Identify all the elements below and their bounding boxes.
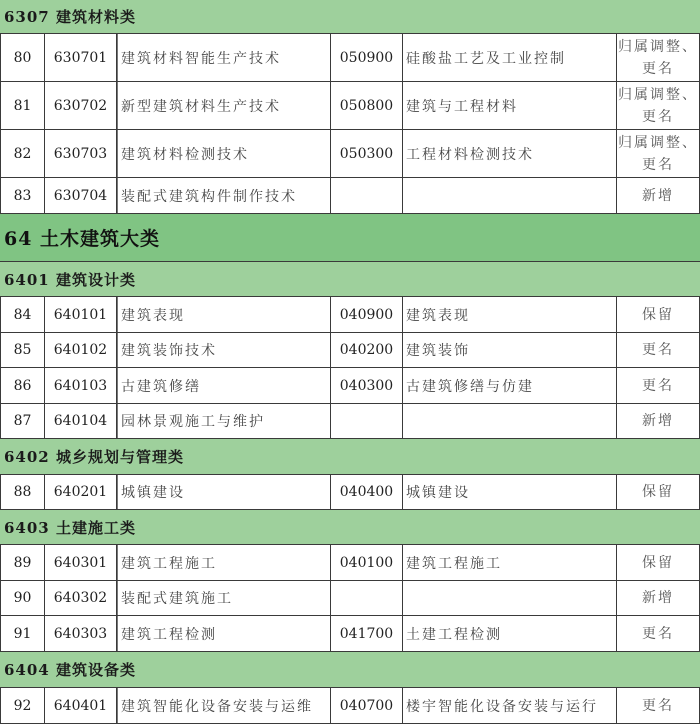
old-major-name: 土建工程检测 bbox=[403, 616, 617, 651]
old-major-name: 建筑表现 bbox=[403, 297, 617, 332]
major-code: 640301 bbox=[45, 545, 117, 580]
category-title: 6307 建筑材料类 bbox=[4, 8, 136, 26]
table-row bbox=[0, 404, 700, 439]
change-status bbox=[617, 333, 700, 367]
row-number: 85 bbox=[0, 333, 45, 367]
category-title: 6404 建筑设备类 bbox=[4, 661, 136, 679]
table-row bbox=[0, 368, 700, 404]
major-name: 建筑工程检测 bbox=[117, 616, 331, 651]
table-row bbox=[0, 545, 700, 581]
table-row bbox=[0, 34, 700, 82]
change-status bbox=[617, 34, 700, 81]
category-header bbox=[0, 439, 700, 475]
change-status bbox=[617, 404, 700, 438]
category-title: 6403 土建施工类 bbox=[4, 518, 136, 537]
change-status-text: 新增 bbox=[642, 187, 674, 204]
old-major-code: 040900 bbox=[331, 297, 403, 332]
old-major-code: 041700 bbox=[331, 616, 403, 651]
row-number: 92 bbox=[0, 688, 45, 723]
old-major-code: 040100 bbox=[331, 545, 403, 580]
table-row bbox=[0, 82, 700, 130]
major-code: 630703 bbox=[45, 130, 117, 177]
change-status-text: 保留 bbox=[642, 484, 674, 500]
table-row bbox=[0, 688, 700, 724]
old-major-name: 建筑与工程材料 bbox=[403, 82, 617, 129]
change-status-text: 更名 bbox=[642, 697, 674, 714]
major-code: 640302 bbox=[45, 581, 117, 615]
major-name: 建筑装饰技术 bbox=[117, 333, 331, 367]
table-row bbox=[0, 475, 700, 510]
row-number: 88 bbox=[0, 475, 45, 509]
category-header bbox=[0, 510, 700, 545]
major-name: 建筑表现 bbox=[117, 297, 331, 332]
old-major-code: 050900 bbox=[331, 34, 403, 81]
change-status bbox=[617, 178, 700, 213]
change-status bbox=[617, 297, 700, 332]
category-title: 6401 建筑设计类 bbox=[4, 270, 136, 289]
old-major-code: 040700 bbox=[331, 688, 403, 723]
old-major-code bbox=[331, 404, 403, 438]
major-name: 园林景观施工与维护 bbox=[117, 404, 331, 438]
row-number: 84 bbox=[0, 297, 45, 332]
major-code: 630704 bbox=[45, 178, 117, 213]
major-name: 建筑工程施工 bbox=[117, 545, 331, 580]
old-major-name bbox=[403, 178, 617, 213]
old-major-name: 工程材料检测技术 bbox=[403, 130, 617, 177]
category-title: 64 土木建筑大类 bbox=[4, 228, 161, 250]
table-row bbox=[0, 333, 700, 368]
category-header bbox=[0, 652, 700, 688]
major-name: 城镇建设 bbox=[117, 475, 331, 509]
change-status bbox=[617, 130, 700, 177]
major-code: 640104 bbox=[45, 404, 117, 438]
change-status-text: 归属调整、更名 bbox=[618, 38, 698, 77]
change-status bbox=[617, 688, 700, 723]
major-category-header bbox=[0, 214, 700, 262]
old-major-name bbox=[403, 404, 617, 438]
change-status-text: 更名 bbox=[642, 625, 674, 642]
major-code: 630702 bbox=[45, 82, 117, 129]
old-major-name bbox=[403, 581, 617, 615]
old-major-name: 硅酸盐工艺及工业控制 bbox=[403, 34, 617, 81]
row-number: 86 bbox=[0, 368, 45, 403]
change-status bbox=[617, 368, 700, 403]
old-major-name: 城镇建设 bbox=[403, 475, 617, 509]
table-row bbox=[0, 130, 700, 178]
change-status bbox=[617, 581, 700, 615]
change-status-text: 归属调整、更名 bbox=[618, 134, 698, 173]
row-number: 80 bbox=[0, 34, 45, 81]
change-status-text: 保留 bbox=[642, 554, 674, 571]
row-number: 83 bbox=[0, 178, 45, 213]
table-row bbox=[0, 297, 700, 333]
major-name: 装配式建筑构件制作技术 bbox=[117, 178, 331, 213]
major-code: 640101 bbox=[45, 297, 117, 332]
old-major-code: 040400 bbox=[331, 475, 403, 509]
change-status-text: 更名 bbox=[642, 377, 674, 394]
major-name: 建筑材料检测技术 bbox=[117, 130, 331, 177]
old-major-code: 050800 bbox=[331, 82, 403, 129]
old-major-name: 建筑工程施工 bbox=[403, 545, 617, 580]
row-number: 81 bbox=[0, 82, 45, 129]
old-major-code: 040300 bbox=[331, 368, 403, 403]
major-name: 建筑智能化设备安装与运维 bbox=[117, 688, 331, 723]
change-status bbox=[617, 475, 700, 509]
category-header bbox=[0, 0, 700, 34]
major-code: 640201 bbox=[45, 475, 117, 509]
row-number: 89 bbox=[0, 545, 45, 580]
row-number: 90 bbox=[0, 581, 45, 615]
major-code: 630701 bbox=[45, 34, 117, 81]
change-status bbox=[617, 82, 700, 129]
major-name: 古建筑修缮 bbox=[117, 368, 331, 403]
major-code: 640303 bbox=[45, 616, 117, 651]
row-number: 91 bbox=[0, 616, 45, 651]
change-status-text: 保留 bbox=[642, 306, 674, 323]
change-status-text: 更名 bbox=[642, 342, 674, 358]
old-major-name: 楼宇智能化设备安装与运行 bbox=[403, 688, 617, 723]
change-status-text: 新增 bbox=[642, 590, 674, 606]
major-code: 640102 bbox=[45, 333, 117, 367]
major-name: 建筑材料智能生产技术 bbox=[117, 34, 331, 81]
row-number: 87 bbox=[0, 404, 45, 438]
old-major-code: 050300 bbox=[331, 130, 403, 177]
category-header bbox=[0, 262, 700, 297]
category-title: 6402 城乡规划与管理类 bbox=[4, 448, 184, 466]
old-major-code: 040200 bbox=[331, 333, 403, 367]
major-name: 装配式建筑施工 bbox=[117, 581, 331, 615]
table-row bbox=[0, 178, 700, 214]
old-major-code bbox=[331, 581, 403, 615]
change-status-text: 归属调整、更名 bbox=[618, 86, 698, 125]
table-row bbox=[0, 581, 700, 616]
old-major-name: 建筑装饰 bbox=[403, 333, 617, 367]
old-major-name: 古建筑修缮与仿建 bbox=[403, 368, 617, 403]
row-number: 82 bbox=[0, 130, 45, 177]
change-status-text: 新增 bbox=[642, 413, 674, 429]
major-name: 新型建筑材料生产技术 bbox=[117, 82, 331, 129]
old-major-code bbox=[331, 178, 403, 213]
major-code: 640103 bbox=[45, 368, 117, 403]
major-code: 640401 bbox=[45, 688, 117, 723]
change-status bbox=[617, 616, 700, 651]
change-status bbox=[617, 545, 700, 580]
table-row bbox=[0, 616, 700, 652]
